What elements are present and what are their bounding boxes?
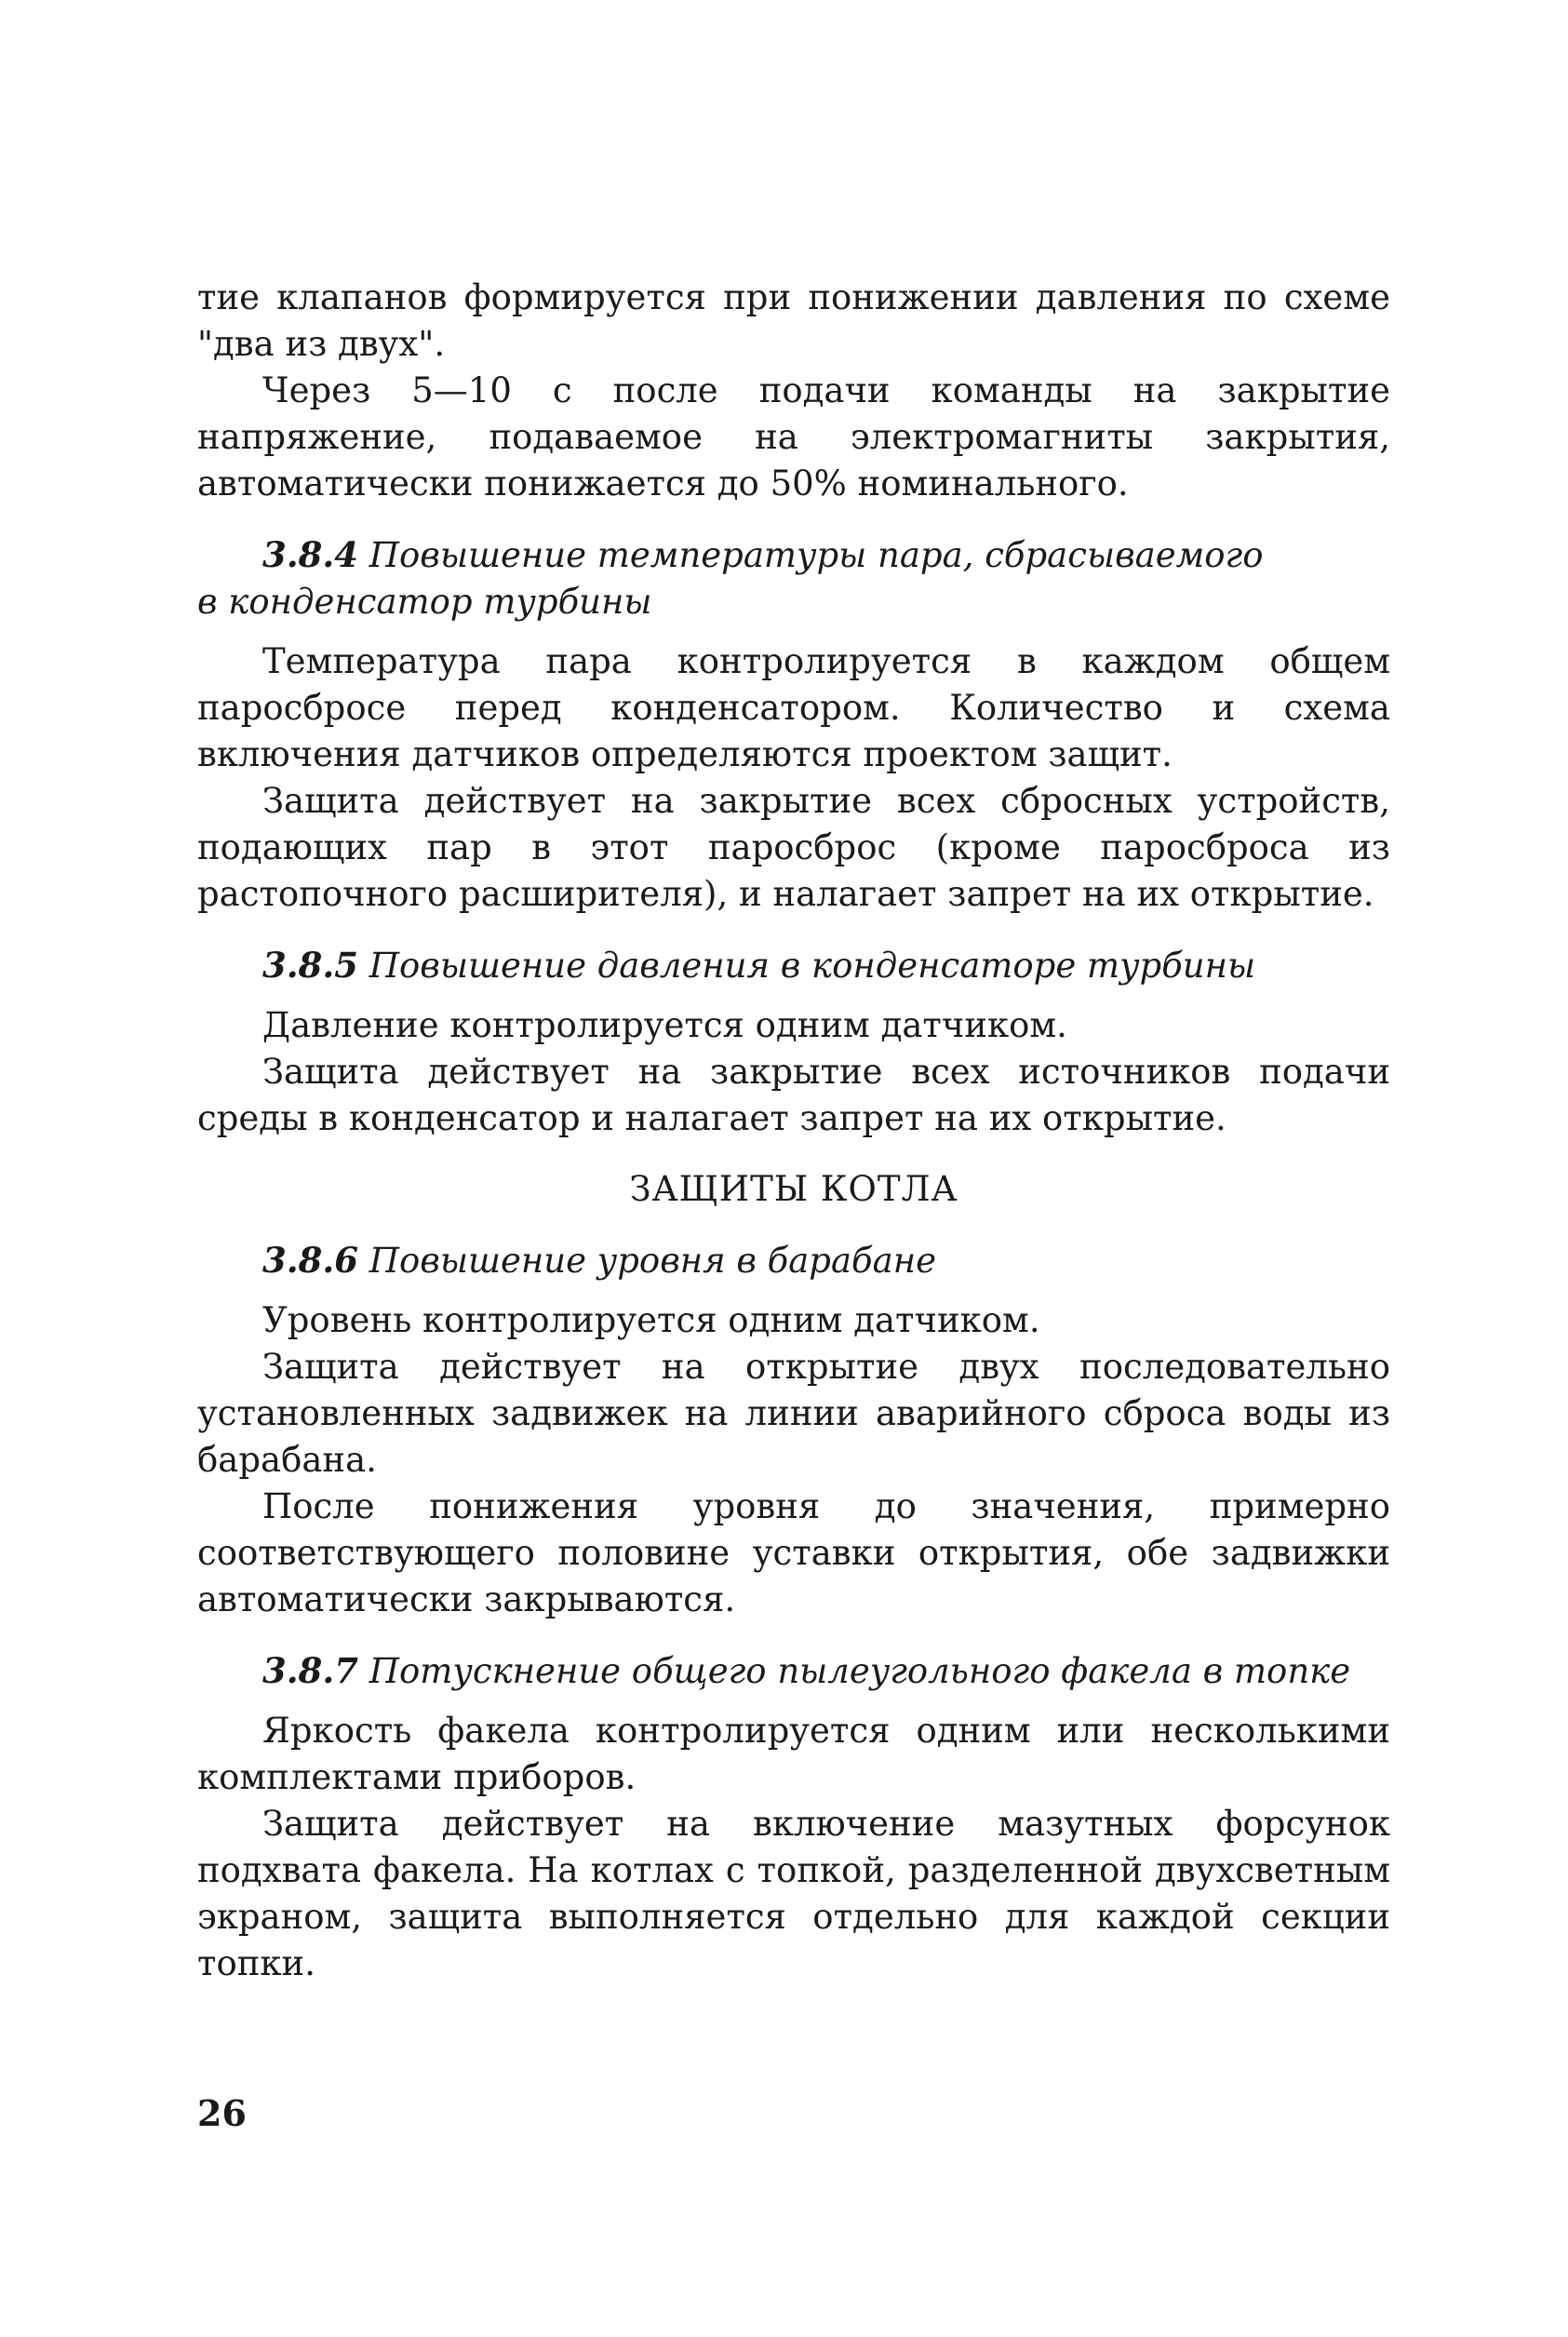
section-title-continued: в конденсатор турбины <box>197 582 652 622</box>
paragraph-continued: тие клапанов формируется при понижении давления по схеме "два из двух". <box>197 277 1390 364</box>
paragraph: После понижения уровня до значения, примерно соответствующего половине уставки открытия, обе задвижки автоматически закрываются. <box>197 1486 1390 1619</box>
section-heading-3-8-5 <box>197 942 1390 989</box>
paragraph: Защита действует на включение мазутных форсунок подхвата факела. На котлах с топкой, разделенной двухсветным экраном, защита выполняется отдельно для каждой секции топки. <box>197 1804 1390 1983</box>
section-heading-3-8-4 <box>197 531 1390 625</box>
chapter-subtitle: ЗАЩИТЫ КОТЛА <box>629 1169 958 1209</box>
section-number: 3.8.4 <box>262 534 358 575</box>
section-heading-3-8-7 <box>197 1647 1390 1695</box>
paragraph: Защита действует на закрытие всех источников подачи среды в конденсатор и налагает запрет на их открытие. <box>197 1052 1390 1138</box>
section-number: 3.8.7 <box>262 1650 358 1691</box>
section-number: 3.8.6 <box>262 1240 358 1281</box>
paragraph: Через 5—10 с после подачи команды на закрытие напряжение, подаваемое на электромагниты закрытия, автоматически понижается до 50% номинального. <box>197 370 1390 504</box>
section-title: Потускнение общего пылеугольного факела в топке <box>369 1651 1351 1691</box>
paragraph: Уровень контролируется одним датчиком. <box>262 1300 1040 1340</box>
paragraph: Защита действует на закрытие всех сбросных устройств, подающих пар в этот паросброс (кроме паросброса из растопочного расширителя), и налагает запрет на их открытие. <box>197 781 1390 914</box>
section-number: 3.8.5 <box>262 945 358 986</box>
paragraph: Защита действует на открытие двух последовательно установленных задвижек на линии аварийного сброса воды из барабана. <box>197 1347 1390 1480</box>
section-title: Повышение уровня в барабане <box>369 1241 936 1281</box>
page-number: 26 <box>197 2092 247 2134</box>
page-body <box>197 275 1390 1987</box>
section-title: Повышение температуры пара, сбрасываемого <box>369 535 1264 575</box>
paragraph: Яркость факела контролируется одним или несколькими комплектами приборов. <box>197 1711 1390 1797</box>
section-heading-3-8-6 <box>197 1237 1390 1284</box>
section-title: Повышение давления в конденсаторе турбины <box>369 946 1256 986</box>
paragraph: Давление контролируется одним датчиком. <box>262 1005 1067 1045</box>
paragraph: Температура пара контролируется в каждом общем паросбросе перед конденсатором. Количество и схема включения датчиков определяются проектом защит. <box>197 641 1390 774</box>
